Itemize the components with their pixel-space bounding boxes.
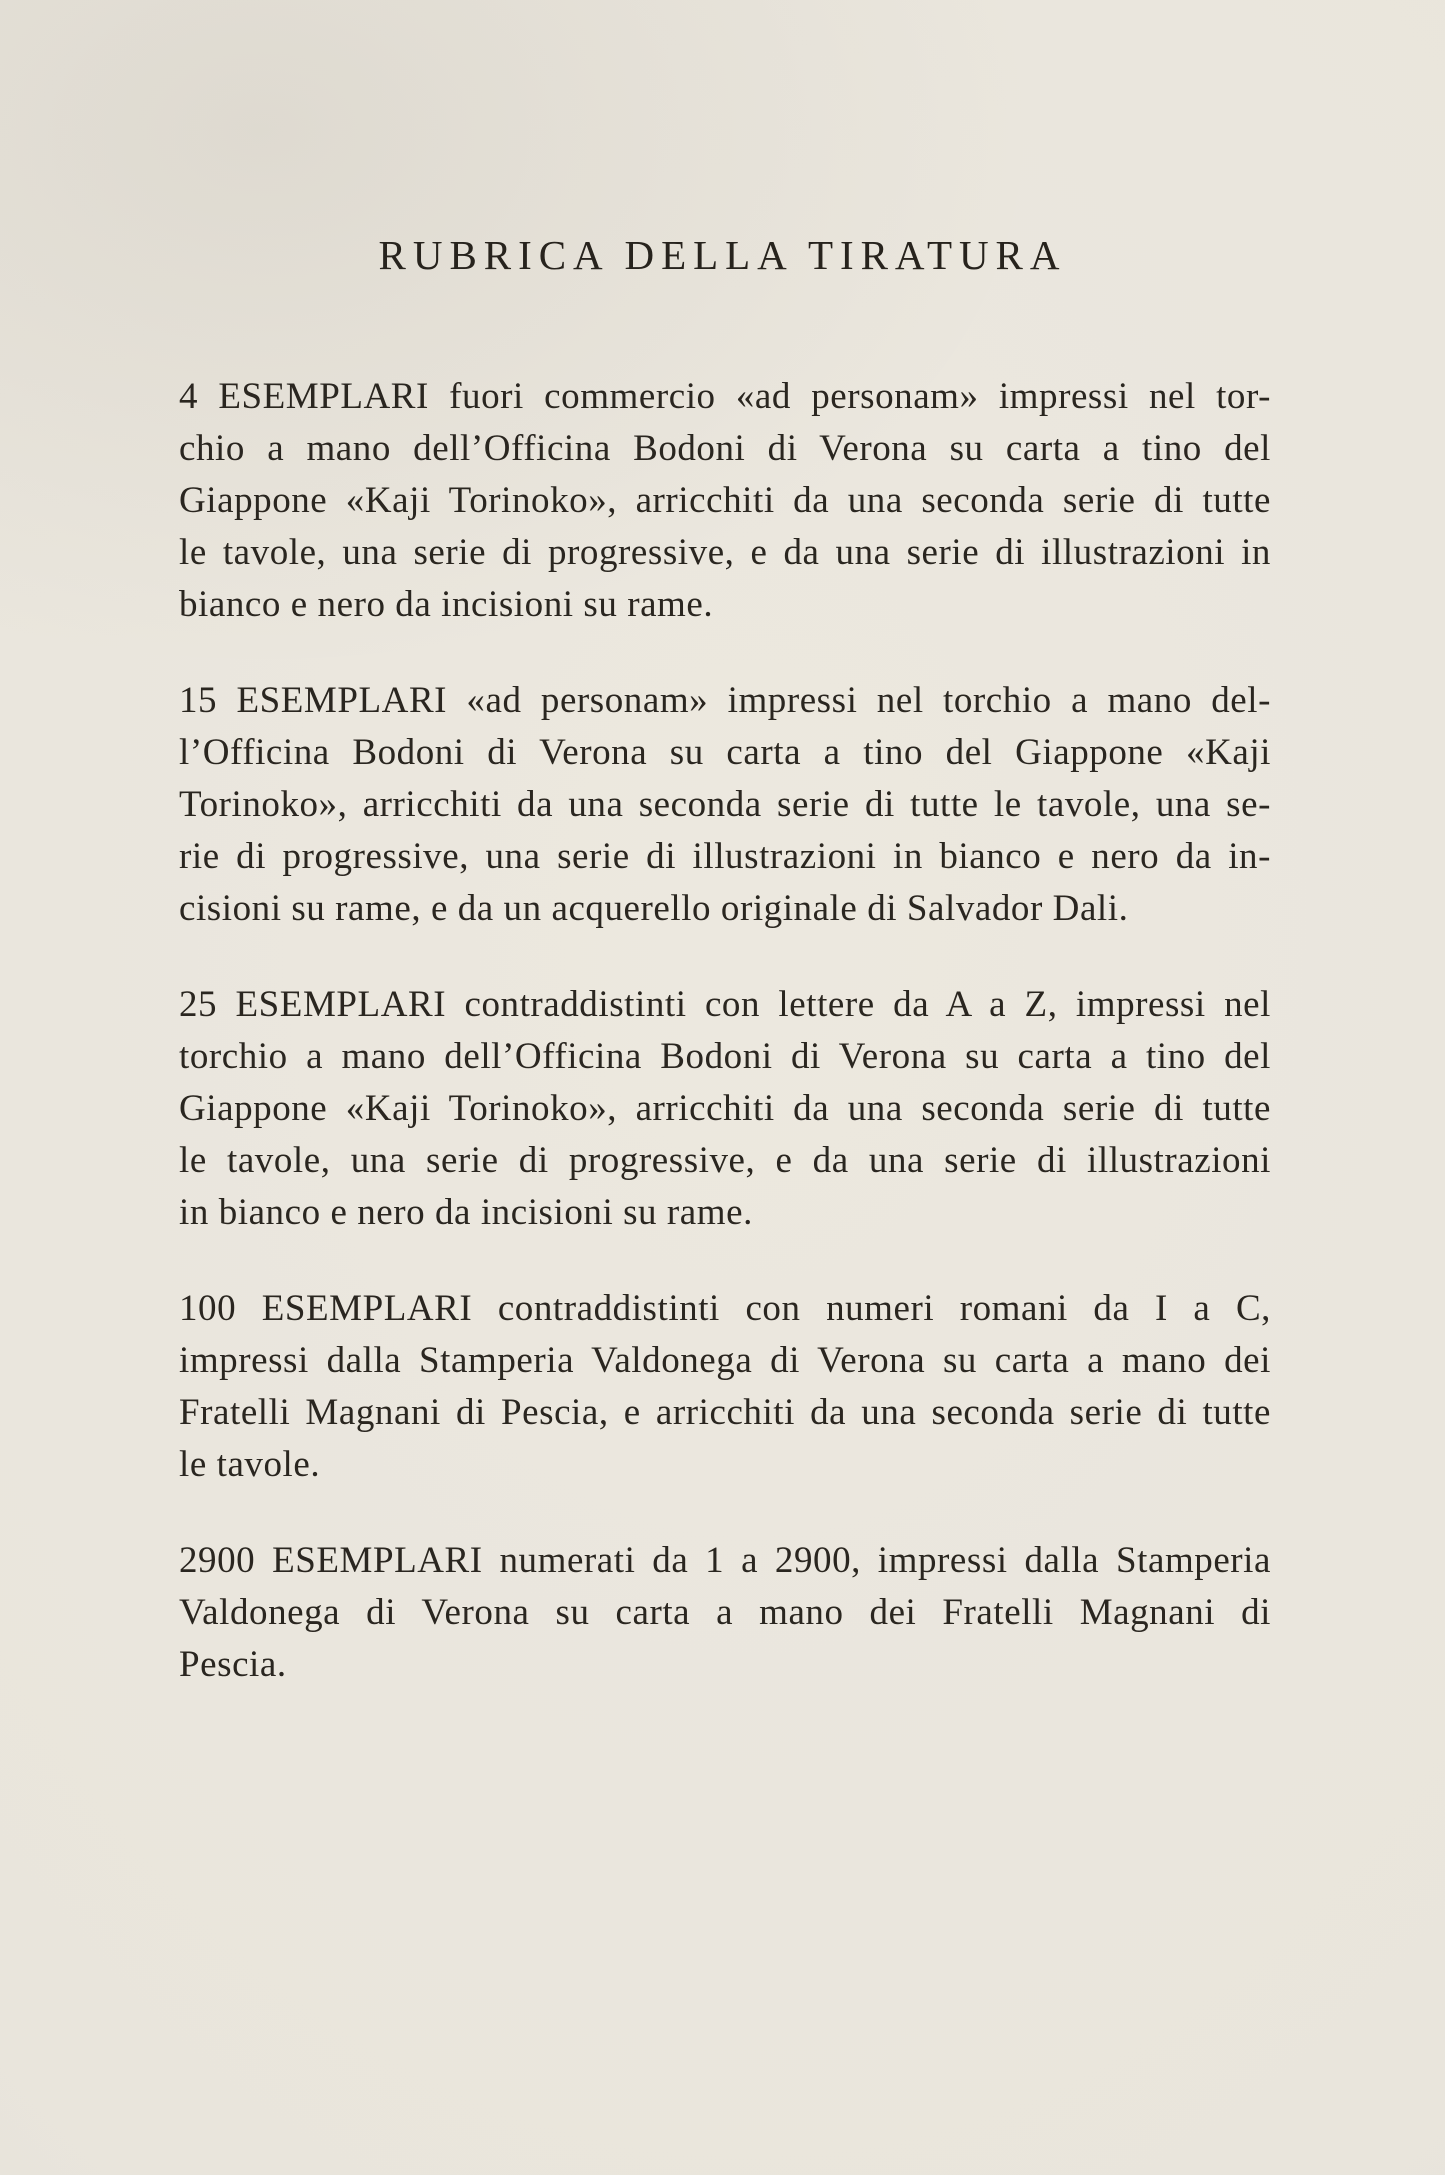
- text-line: rie di progressive, una serie di illustrazioni in bianco e nero da in-: [179, 836, 1271, 877]
- text-line: le tavole.: [179, 1444, 321, 1485]
- text-line: 15 ESEMPLARI «ad personam» impressi nel torchio a mano del-: [179, 680, 1271, 721]
- paragraph-4-esemplari: [179, 371, 1271, 631]
- paragraph-15-esemplari: [179, 675, 1271, 935]
- text-line: 25 ESEMPLARI contraddistinti con lettere da A a Z, impressi nel: [179, 984, 1271, 1025]
- text-line: in bianco e nero da incisioni su rame.: [179, 1192, 753, 1233]
- text-line: bianco e nero da incisioni su rame.: [179, 584, 714, 625]
- page-title: RUBRICA DELLA TIRATURA: [378, 232, 1067, 279]
- text-line: Valdonega di Verona su carta a mano dei Fratelli Magnani di: [179, 1592, 1271, 1633]
- text-line: Fratelli Magnani di Pescia, e arricchiti da una seconda serie di tutte: [179, 1392, 1271, 1433]
- text-line: torchio a mano dell’Officina Bodoni di Verona su carta a tino del: [179, 1036, 1271, 1077]
- text-line: Torinoko», arricchiti da una seconda serie di tutte le tavole, una se-: [179, 784, 1271, 825]
- paragraph-25-esemplari: [179, 979, 1271, 1239]
- text-line: l’Officina Bodoni di Verona su carta a tino del Giappone «Kaji: [179, 732, 1271, 773]
- text-line: 2900 ESEMPLARI numerati da 1 a 2900, impressi dalla Stamperia: [179, 1540, 1271, 1581]
- paragraph-2900-esemplari: [179, 1535, 1271, 1691]
- text-line: Giappone «Kaji Torinoko», arricchiti da una seconda serie di tutte: [179, 480, 1271, 521]
- text-line: Giappone «Kaji Torinoko», arricchiti da una seconda serie di tutte: [179, 1088, 1271, 1129]
- text-line: impressi dalla Stamperia Valdonega di Verona su carta a mano dei: [179, 1340, 1271, 1381]
- text-line: le tavole, una serie di progressive, e da una serie di illustrazioni: [179, 1140, 1271, 1181]
- colophon-text-block: [179, 371, 1271, 1735]
- text-line: Pescia.: [179, 1644, 287, 1685]
- text-line: 4 ESEMPLARI fuori commercio «ad personam» impressi nel tor-: [179, 376, 1271, 417]
- text-line: 100 ESEMPLARI contraddistinti con numeri romani da I a C,: [179, 1288, 1271, 1329]
- text-line: le tavole, una serie di progressive, e da una serie di illustrazioni in: [179, 532, 1271, 573]
- text-line: cisioni su rame, e da un acquerello originale di Salvador Dali.: [179, 888, 1129, 929]
- paragraph-100-esemplari: [179, 1283, 1271, 1491]
- text-line: chio a mano dell’Officina Bodoni di Verona su carta a tino del: [179, 428, 1271, 469]
